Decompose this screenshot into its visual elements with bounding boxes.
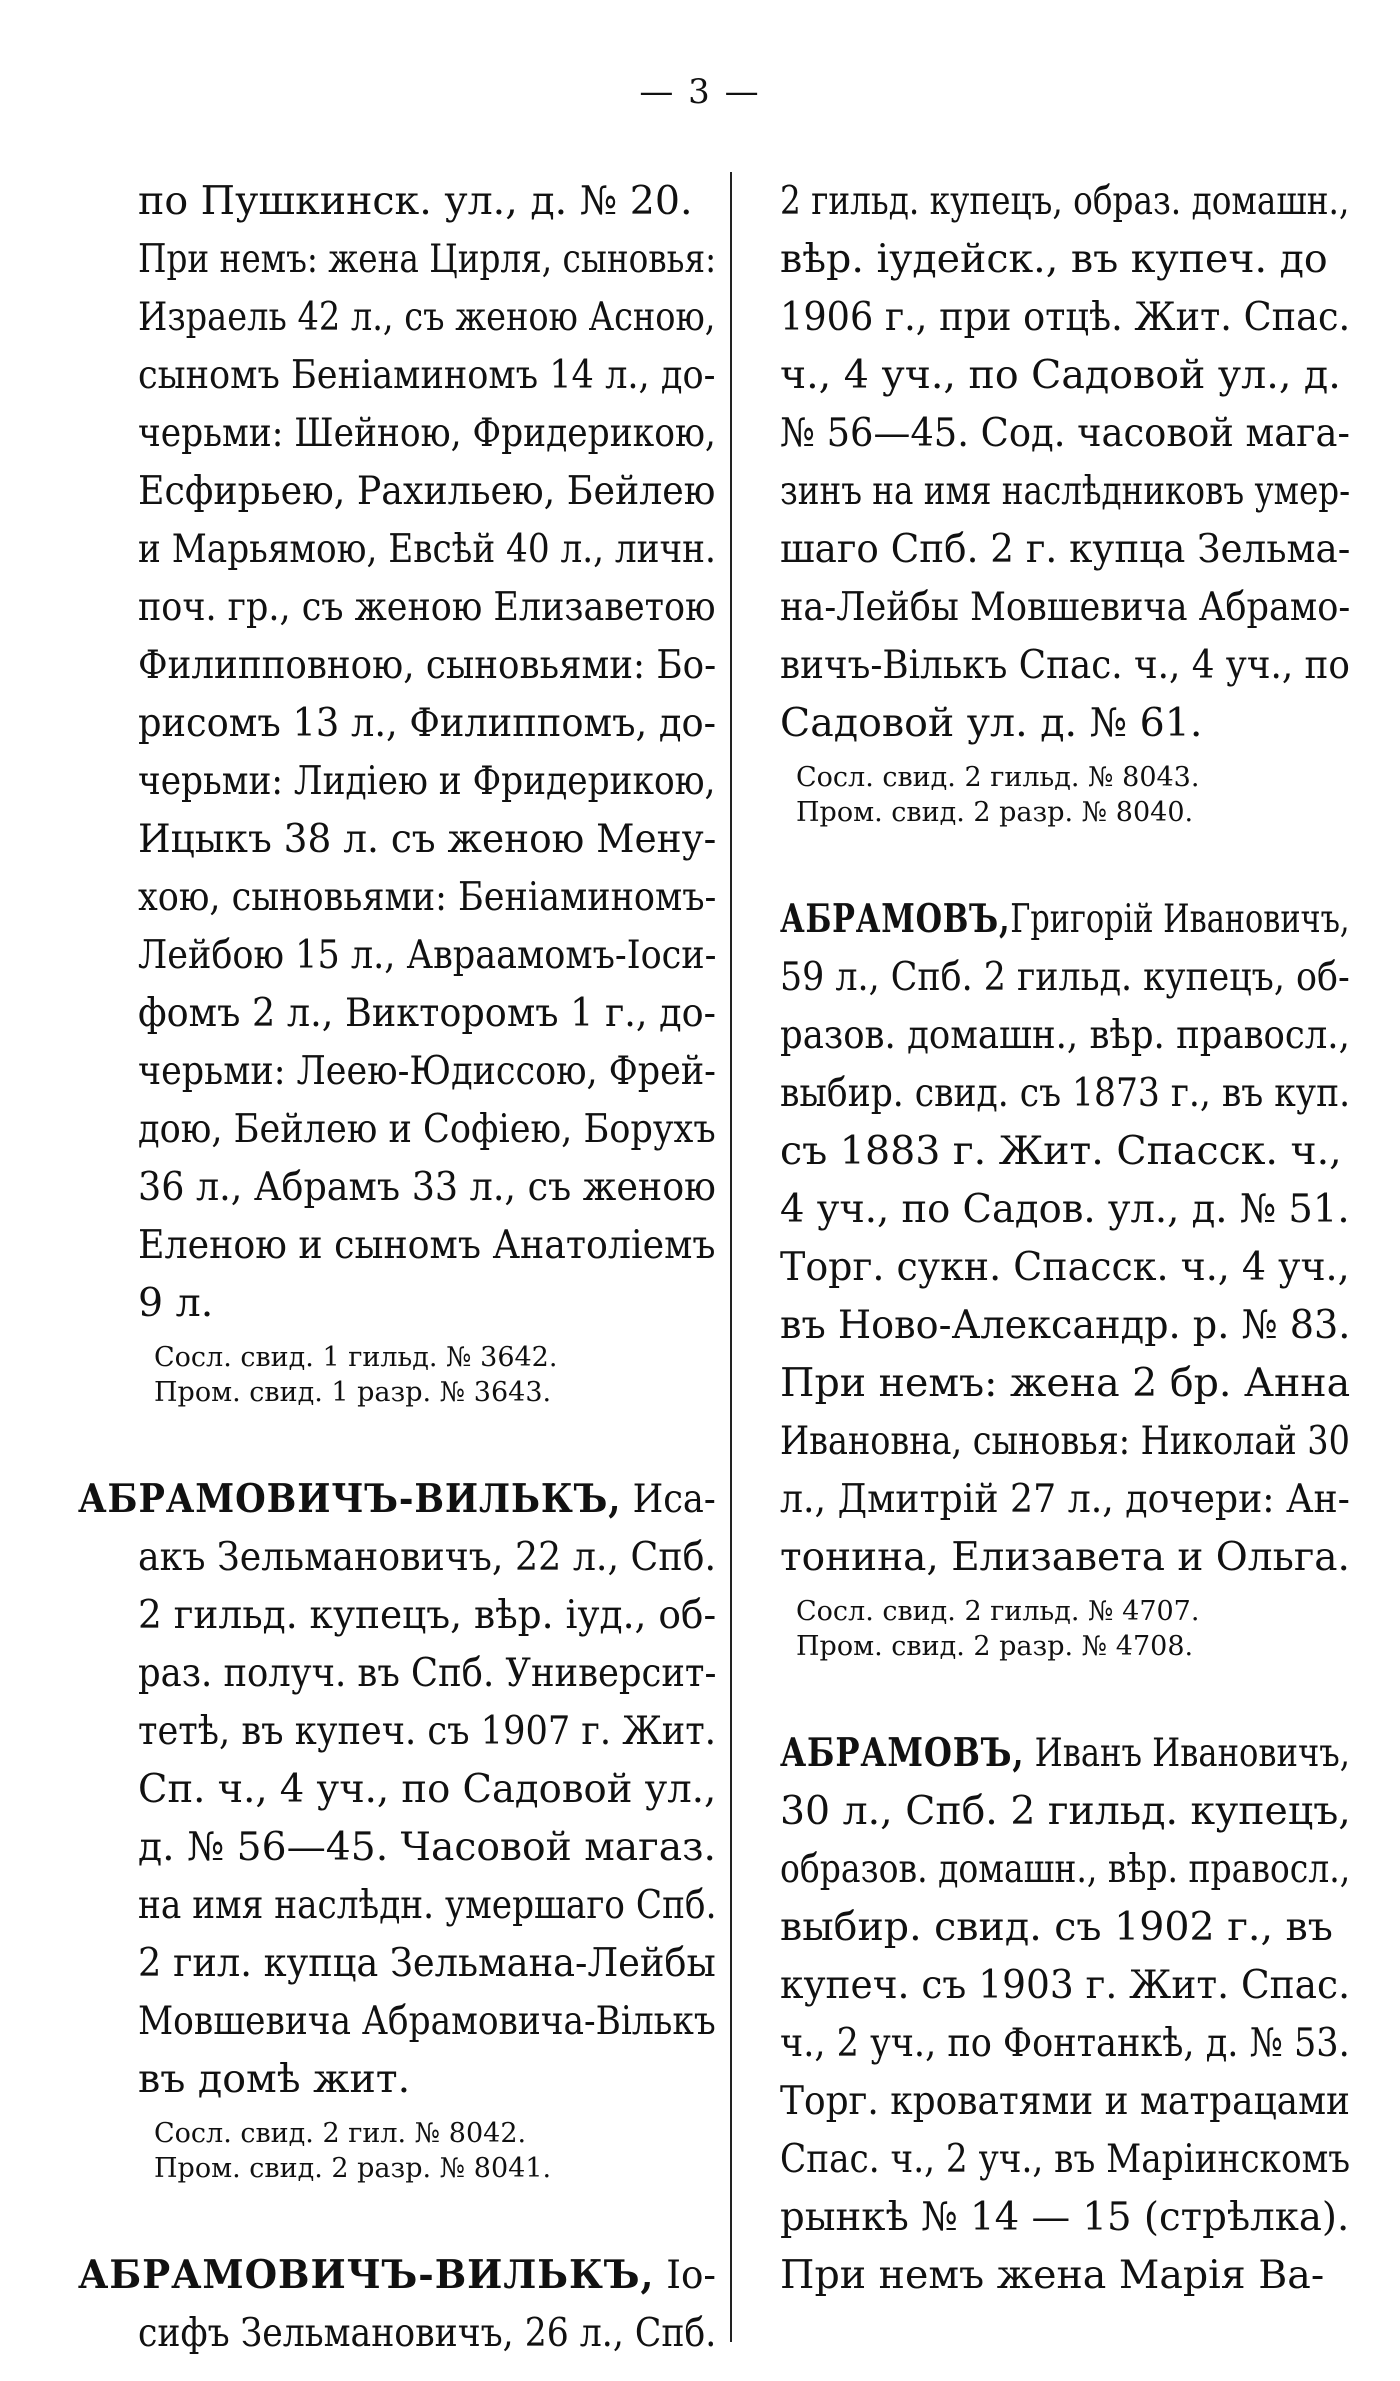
text-line: по Пушкинск. ул., д. № 20. [138, 178, 693, 224]
text-line: 36 л., Абрамъ 33 л., съ женою [138, 1164, 716, 1210]
text-line: поч. гр., съ женою Елизаветою [138, 584, 716, 630]
column-divider [730, 172, 732, 2342]
text-line: сифъ Зельмановичъ, 26 л., Спб. [138, 2310, 717, 2356]
certificate-block [780, 760, 1350, 830]
text-line: купеч. съ 1903 г. Жит. Спас. [780, 1962, 1351, 2008]
text-line: 4 уч., по Садов. ул., д. № 51. [780, 1186, 1350, 1232]
text-line: Мовшевича Абрамовича-Вількъ [138, 1998, 716, 2044]
text-line: Ицыкъ 38 л. съ женою Мену- [138, 816, 717, 862]
text-line: 9 л. [138, 1280, 214, 1326]
entry-heading-line [780, 1724, 1350, 1782]
text-line: 2 гил. купца Зельмана-Лейбы [138, 1940, 716, 1986]
text-line: вѣр. іудейск., въ купеч. до [780, 236, 1328, 282]
text-line: 2 гильд. купецъ, вѣр. іуд., об- [138, 1592, 717, 1638]
text-line: вичъ-Вількъ Спас. ч., 4 уч., по [780, 642, 1350, 688]
certificate-line: Пром. свид. 2 разр. № 8041. [154, 2153, 552, 2184]
certificate-line: Пром. свид. 1 разр. № 3643. [154, 1377, 552, 1408]
entry-continuation [138, 172, 716, 1410]
text-line: При немъ: жена Цирля, сыновья: [138, 236, 717, 282]
certificate-line: Сосл. свид. 1 гильд. № 3642. [154, 1342, 558, 1373]
text-line: л., Дмитрій 27 л., дочери: Ан- [780, 1476, 1350, 1522]
text-line: раз. получ. въ Спб. Университ- [138, 1650, 717, 1696]
entry-heading-line [78, 2246, 716, 2304]
text-line: Торг. кроватями и матрацами [780, 2078, 1350, 2124]
entry-name-rest: Иванъ Ивановичъ, [1024, 1730, 1350, 1776]
text-line: При немъ: жена 2 бр. Анна [780, 1360, 1351, 1406]
text-line: хою, сыновьями: Беніаминомъ- [138, 874, 717, 920]
page-number: — 3 — [639, 72, 761, 112]
text-line: на имя наслѣдн. умершаго Спб. [138, 1882, 717, 1928]
text-line: Лейбою 15 л., Авраамомъ-Іоси- [138, 932, 717, 978]
left-column [78, 172, 717, 2362]
text-line: 2 гильд. купецъ, образ. домашн., [780, 178, 1350, 224]
entry-name: АБРАМОВЪ, [780, 896, 1011, 942]
text-line: въ домѣ жит. [138, 2056, 411, 2102]
entry-name-rest: Иса- [621, 1476, 716, 1522]
text-line: съ 1883 г. Жит. Спасск. ч., [780, 1128, 1342, 1174]
text-line: на-Лейбы Мовшевича Абрамо- [780, 584, 1351, 630]
text-line: Филипповною, сыновьями: Бо- [138, 642, 717, 688]
entry-heading-line [78, 1470, 716, 1528]
entry-continuation [780, 172, 1350, 830]
text-line: черьми: Леею-Юдиссою, Фрей- [138, 1048, 716, 1094]
text-line: Ивановна, сыновья: Николай 30 [780, 1418, 1350, 1464]
certificate-line: Сосл. свид. 2 гильд. № 8043. [796, 762, 1200, 793]
text-line: черьми: Лидіею и Фридерикою, [138, 758, 716, 804]
right-column [780, 172, 1350, 2304]
text-line: 1906 г., при отцѣ. Жит. Спас. [780, 294, 1351, 340]
text-line: тетѣ, въ купеч. съ 1907 г. Жит. [138, 1708, 716, 1754]
text-line: рынкѣ № 14 — 15 (стрѣлка). [780, 2194, 1350, 2240]
certificate-block [780, 1594, 1350, 1664]
text-line: Сп. ч., 4 уч., по Садовой ул., [138, 1766, 717, 1812]
text-line: образов. домашн., вѣр. правосл., [780, 1846, 1351, 1892]
text-line: Израель 42 л., съ женою Асною, [138, 294, 716, 340]
text-line: фомъ 2 л., Викторомъ 1 г., до- [138, 990, 717, 1036]
text-line: ч., 2 уч., по Фонтанкѣ, д. № 53. [780, 2020, 1350, 2066]
text-line: Садовой ул. д. № 61. [780, 700, 1203, 746]
text-line: дою, Бейлею и Софіею, Борухъ [138, 1106, 716, 1152]
entry-abramov-ivan [780, 1724, 1350, 2304]
text-line: сыномъ Беніаминомъ 14 л., до- [138, 352, 716, 398]
certificate-block [138, 1340, 716, 1410]
text-line: Торг. сукн. Спасск. ч., 4 уч., [780, 1244, 1350, 1290]
text-line: Еленою и сыномъ Анатоліемъ [138, 1222, 716, 1268]
text-line: зинъ на имя наслѣдниковъ умер- [780, 468, 1351, 514]
entry-name-rest: Григорій Ивановичъ, [1010, 896, 1350, 942]
entry-heading-line [780, 890, 1350, 948]
entry-name: АБРАМОВИЧЪ-ВИЛЬКЪ, [78, 2252, 655, 2298]
text-line: № 56—45. Сод. часовой мага- [780, 410, 1350, 456]
text-line: выбир. свид. съ 1873 г., въ куп. [780, 1070, 1351, 1116]
text-line: При немъ жена Марія Ва- [780, 2252, 1325, 2298]
entry-abramov-grigoriy [780, 890, 1350, 1664]
text-line: шаго Спб. 2 г. купца Зельма- [780, 526, 1351, 572]
text-line: выбир. свид. съ 1902 г., въ [780, 1904, 1333, 1950]
text-line: ч., 4 уч., по Садовой ул., д. [780, 352, 1341, 398]
text-line: д. № 56—45. Часовой магаз. [138, 1824, 716, 1870]
text-line: тонина, Елизавета и Ольга. [780, 1534, 1350, 1580]
entry-abramovich-vilk-isaak [78, 1470, 717, 2186]
certificate-block [138, 2116, 716, 2186]
certificate-line: Сосл. свид. 2 гил. № 8042. [154, 2118, 527, 2149]
certificate-line: Пром. свид. 2 разр. № 4708. [796, 1631, 1194, 1662]
text-line: акъ Зельмановичъ, 22 л., Спб. [138, 1534, 717, 1580]
text-line: Спас. ч., 2 уч., въ Маріинскомъ [780, 2136, 1351, 2182]
certificate-line: Сосл. свид. 2 гильд. № 4707. [796, 1596, 1200, 1627]
text-line: въ Ново-Александр. р. № 83. [780, 1302, 1351, 1348]
certificate-line: Пром. свид. 2 разр. № 8040. [796, 797, 1194, 828]
text-line: и Марьямою, Евсѣй 40 л., личн. [138, 526, 716, 572]
entry-abramovich-vilk-iosif [78, 2246, 717, 2362]
text-line: 30 л., Спб. 2 гильд. купецъ, [780, 1788, 1351, 1834]
text-line: 59 л., Спб. 2 гильд. купецъ, об- [780, 954, 1350, 1000]
text-line: черьми: Шейною, Фридерикою, [138, 410, 716, 456]
text-line: Есфирьею, Рахильею, Бейлею [138, 468, 716, 514]
text-line: разов. домашн., вѣр. правосл., [780, 1012, 1350, 1058]
text-line: рисомъ 13 л., Филиппомъ, до- [138, 700, 717, 746]
entry-name-rest: Іо- [654, 2252, 717, 2298]
entry-name: АБРАМОВИЧЪ-ВИЛЬКЪ, [78, 1476, 622, 1522]
entry-name: АБРАМОВЪ, [780, 1730, 1025, 1776]
